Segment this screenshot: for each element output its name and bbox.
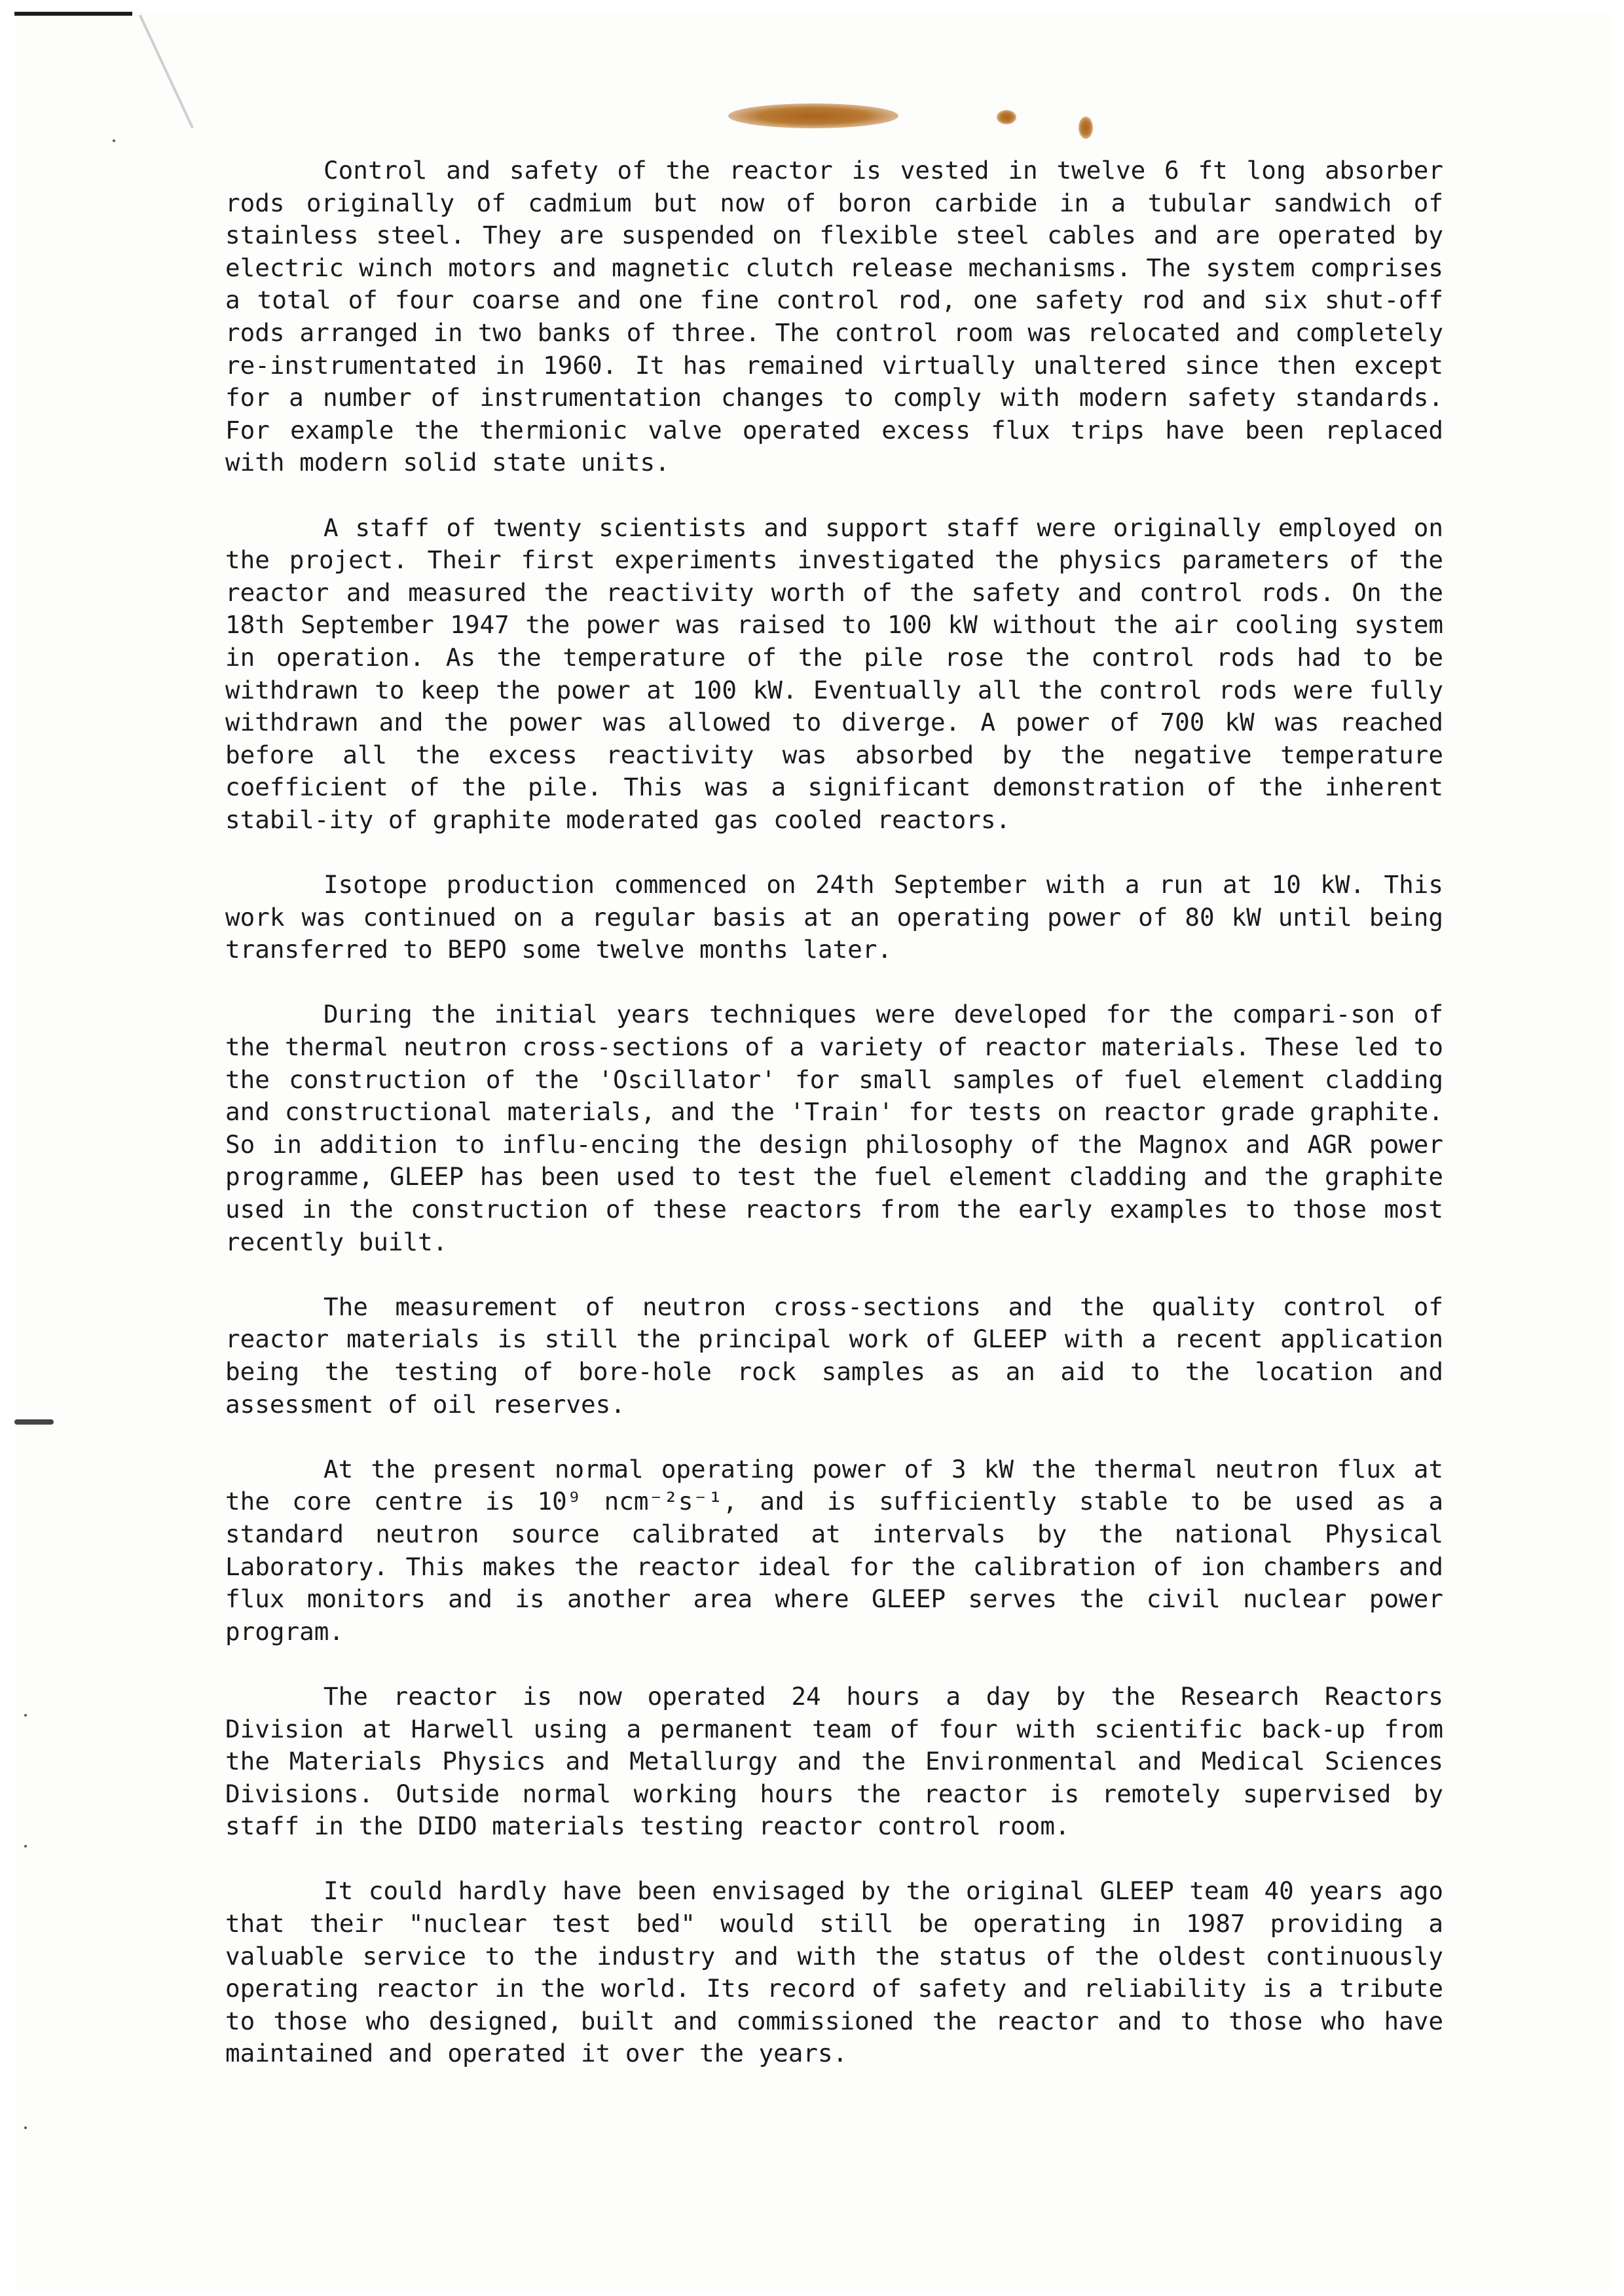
paragraph-operating-power: At the present normal operating power of 3 kW the thermal neutron flux at the core centre is 10⁹ ncm⁻²s⁻¹, and is sufficiently stable to be used as a standard neutron source calibrated at intervals by the national Physical Laboratory. This makes the reactor ideal for the calibration of ion chambers and flux monitors and is another area where GLEEP serves the civil nuclear power program. xyxy=(225,1454,1443,1646)
paragraph-initial-years: During the initial years techniques were developed for the compari-son of the thermal neutron cross-sections of a variety of reactor materials. These led to the construction of the 'Oscillator' for small samples of fuel element cladding and constructional materials, and the 'Train' for tests on reactor grade graphite. So in addition to influ-encing the design philosophy of the Magnox and AGR power programme, GLEEP has been used to test the fuel element cladding and the graphite used in the construction of these reactors from the early examples to those most recently built. xyxy=(225,1000,1443,1256)
scan-edge-mark xyxy=(14,12,132,16)
paragraph-cross-sections: The measurement of neutron cross-sections and the quality control of reactor materials is still the principal work of GLEEP with a recent application being the testing of bore-hole rock samples as an aid to the location and assessment of oil reserves. xyxy=(225,1292,1443,1419)
body-text xyxy=(225,155,1443,2070)
speck xyxy=(24,1845,27,1848)
paragraph-control-safety: Control and safety of the reactor is vested in twelve 6 ft long absorber rods originally of cadmium but now of boron carbide in a tubular sandwich of stainless steel. They are suspended on flexible steel cables and are operated by electric winch motors and magnetic clutch release mechanisms. The system comprises a total of four coarse and one fine control rod, one safety rod and six shut-off rods arranged in two banks of three. The control room was relocated and completely re-instrumentated in 1960. It has remained virtually unaltered since then except for a number of instrumentation changes to comply with modern safety standards. For example the thermionic valve operated excess flux trips have been replaced with modern solid state units. xyxy=(225,156,1443,477)
paragraph-conclusion: It could hardly have been envisaged by the original GLEEP team 40 years ago that their "nuclear test bed" would still be operating in 1987 providing a valuable service to the industry and with the status of the oldest continuously operating reactor in the world. Its record of safety and reliability is a tribute to those who designed, built and commissioned the reactor and to those who have maintained and operated it over the years. xyxy=(225,1876,1443,2068)
speck xyxy=(24,1714,27,1717)
rust-stain xyxy=(728,103,898,128)
document-page xyxy=(14,12,1612,2290)
rust-stain-small xyxy=(1079,117,1093,139)
speck xyxy=(113,139,115,142)
rust-stain-small xyxy=(997,110,1016,124)
speck xyxy=(24,2126,27,2129)
scan-edge-line xyxy=(139,14,194,128)
paragraph-operation-team: The reactor is now operated 24 hours a day by the Research Reactors Division at Harwell using a permanent team of four with scientific back-up from the Materials Physics and Metallurgy and the Environmental and Medical Sciences Divisions. Outside normal working hours the reactor is remotely supervised by staff in the DIDO materials testing reactor control room. xyxy=(225,1681,1443,1841)
paragraph-isotope-production: Isotope production commenced on 24th September with a run at 10 kW. This work was continued on a regular basis at an operating power of 80 kW until being transferred to BEPO some twelve months later. xyxy=(225,870,1443,964)
paragraph-staff: A staff of twenty scientists and support staff were originally employed on the project. Their first experiments investigated the physics parameters of the reactor and measured the reactivity worth of the safety and control rods. On the 18th September 1947 the power was raised to 100 kW without the air cooling system in operation. As the temperature of the pile rose the control rods had to be withdrawn to keep the power at 100 kW. Eventually all the control rods were fully withdrawn and the power was allowed to diverge. A power of 700 kW was reached before all the excess reactivity was absorbed by the negative temperature coefficient of the pile. This was a significant demonstration of the inherent stabil-ity of graphite moderated gas cooled reactors. xyxy=(225,513,1443,834)
margin-smudge xyxy=(14,1419,54,1425)
